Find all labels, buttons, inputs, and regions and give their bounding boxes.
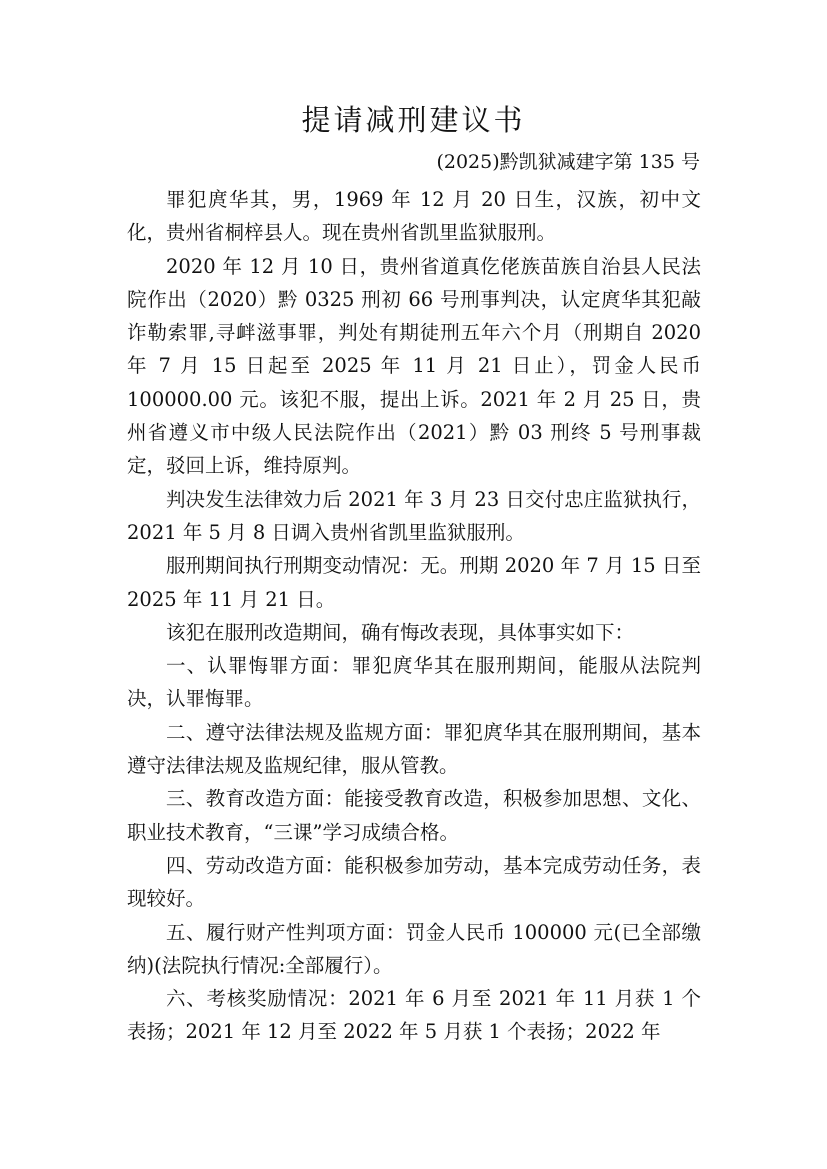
document-body xyxy=(127,183,701,1049)
paragraph-execution: 判决发生法律效力后 2021 年 3 月 23 日交付忠庄监狱执行，2021 年 5 月 8 日调入贵州省凯里监狱服刑。 xyxy=(127,487,701,544)
paragraph-rewards: 六、考核奖励情况：2021 年 6 月至 2021 年 11 月获 1 个表扬；2021 年 12 月至 2022 年 5 月获 1 个表扬；2022 年 xyxy=(127,987,701,1044)
paragraph-education: 三、教育改造方面：能接受教育改造，积极参加思想、文化、职业技术教育，“三课”学习成绩合格。 xyxy=(127,787,701,844)
paragraph-personal-info: 罪犯庹华其，男，1969 年 12 月 20 日生，汉族，初中文化，贵州省桐梓县人。现在贵州省凯里监狱服刑。 xyxy=(127,188,701,245)
document-number: (2025)黔凯狱减建字第 135 号 xyxy=(436,151,700,173)
paragraph-property-judgment: 五、履行财产性判项方面：罚金人民币 100000 元(已全部缴纳)(法院执行情况:全部履行）。 xyxy=(127,920,701,977)
paragraph-labor: 四、劳动改造方面：能积极参加劳动，基本完成劳动任务，表现较好。 xyxy=(127,853,701,911)
paragraph-term-changes: 服刑期间执行刑期变动情况：无。刑期 2020 年 7 月 15 日至 2025 年 11 月 21 日。 xyxy=(127,554,701,611)
paragraph-judgment: 2020 年 12 月 10 日，贵州省道真仡佬族苗族自治县人民法院作出（2020）黔 0325 刑初 66 号刑事判决，认定庹华其犯敲诈勒索罪,寻衅滋事罪，判处有期徒刑五年六个月（刑期自 2020 年 7 月 15 日起至 2025 年 11 月 21 日止），罚金人民币 100000.00 元。该犯不服，提出上诉。2021 年 2 月 25 日，贵州省遵义市中级人民法院作出（2021）黔 03 刑终 5 号刑事裁定，驳回上诉，维持原判。 xyxy=(127,254,701,478)
paragraph-facts-intro: 该犯在服刑改造期间，确有悔改表现，具体事实如下： xyxy=(166,620,635,644)
paragraph-discipline: 二、遵守法律法规及监规方面：罪犯庹华其在服刑期间，基本遵守法律法规及监规纪律，服从管教。 xyxy=(127,720,701,778)
document-title: 提请减刑建议书 xyxy=(301,103,526,137)
paragraph-repentance: 一、认罪悔罪方面：罪犯庹华其在服刑期间，能服从法院判决，认罪悔罪。 xyxy=(127,654,701,711)
